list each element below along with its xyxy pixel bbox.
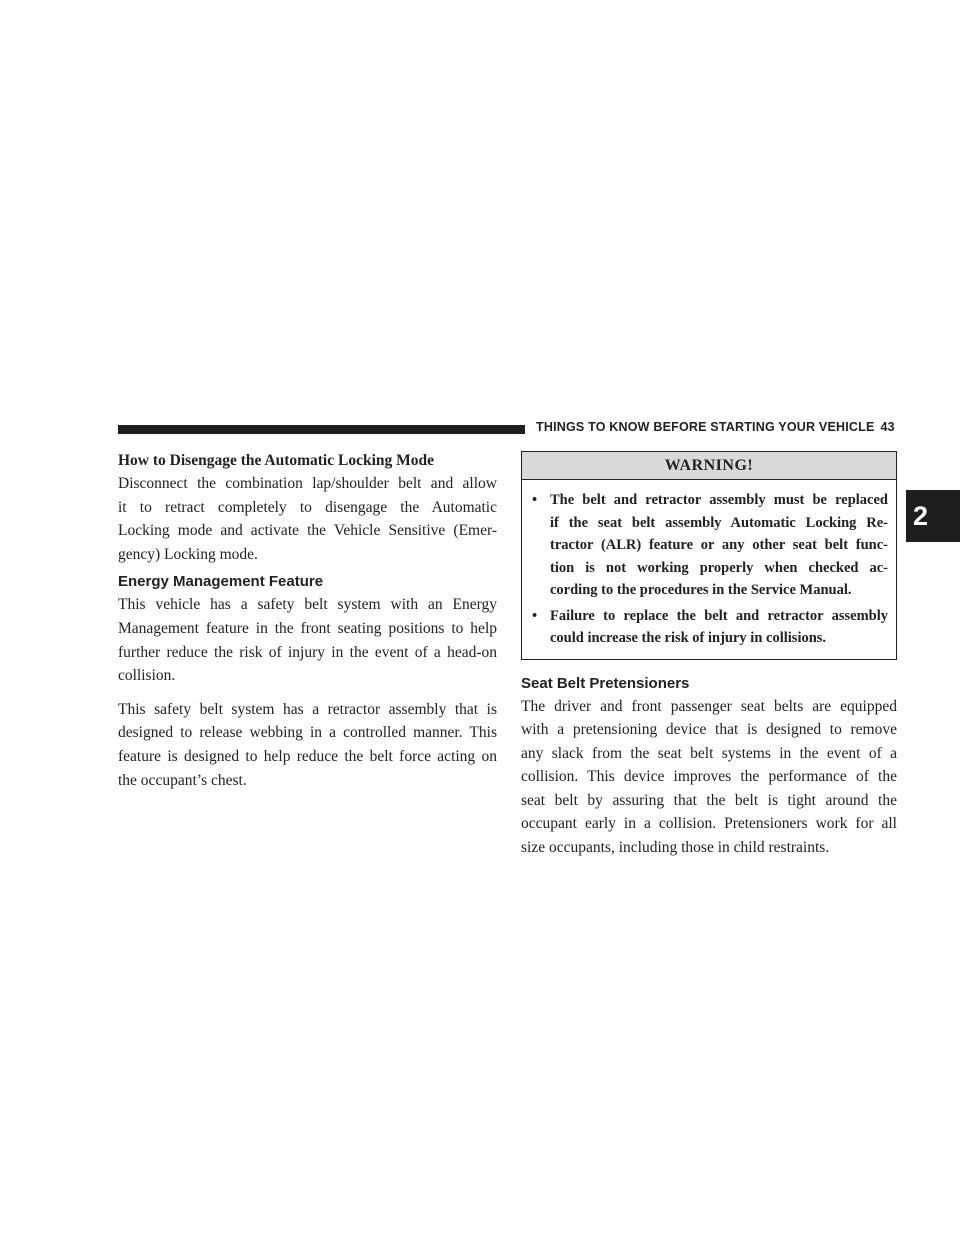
text-line: cording to the procedures in the Service Manual. [550, 582, 852, 598]
text-line: the occupant’s chest. [118, 771, 247, 789]
text-line: Failure to replace the belt and retractor assembly [550, 607, 888, 624]
section-title: THINGS TO KNOW BEFORE STARTING YOUR VEHICLE [536, 420, 875, 434]
text-line: feature is designed to help reduce the belt force acting on [118, 747, 497, 765]
text-line: This vehicle has a safety belt system with an Energy [118, 596, 497, 614]
text-line: collision. [118, 667, 176, 685]
warning-box [521, 451, 897, 660]
text-line: it to retract completely to disengage the Automatic [118, 498, 497, 516]
text-line: could increase the risk of injury in collisions. [550, 630, 827, 646]
text-line: The belt and retractor assembly must be replaced [550, 492, 888, 508]
paragraph-disengage [118, 472, 497, 566]
chapter-tab[interactable]: 2 [906, 490, 960, 542]
paragraph-retractor [118, 698, 497, 792]
text-line: designed to release webbing in a controlled manner. This [118, 724, 497, 742]
paragraph-pretensioners [521, 695, 897, 860]
text-line: size occupants, including those in child restraints. [521, 839, 830, 857]
text-line: gency) Locking mode. [118, 545, 258, 563]
warning-item [532, 489, 888, 602]
left-column [118, 451, 497, 792]
heading-disengage-alr: How to Disengage the Automatic Locking Mode [118, 452, 435, 469]
page-number: 43 [880, 420, 895, 434]
text-line: collision. This device improves the performance of the [521, 768, 897, 786]
text-line: Locking mode and activate the Vehicle Sensitive (Emer- [118, 522, 497, 540]
right-column [521, 451, 897, 860]
text-line: tractor (ALR) feature or any other seat belt func- [550, 537, 888, 553]
text-line: Disconnect the combination lap/shoulder belt and allow [118, 475, 497, 492]
text-line: tion is not working properly when checked ac- [550, 559, 888, 576]
text-line: any slack from the seat belt systems in the event of a [521, 744, 897, 762]
running-head [536, 420, 896, 434]
text-line: with a pretensioning device that is designed to remove [521, 721, 897, 739]
text-line: The driver and front passenger seat belts are equipped [521, 697, 897, 715]
text-line: further reduce the risk of injury in the event of a head-on [118, 643, 497, 661]
heading-energy-management: Energy Management Feature [118, 573, 324, 591]
warning-title: WARNING! [522, 452, 896, 480]
warning-list [522, 480, 896, 659]
text-line: This safety belt system has a retractor assembly that is [118, 700, 497, 718]
header-rule [118, 425, 525, 434]
warning-item [532, 605, 888, 650]
paragraph-energy-management [118, 593, 497, 687]
bullet-icon: • [532, 607, 538, 624]
text-line: seat belt by assuring that the belt is tight around the [521, 791, 897, 809]
bullet-icon: • [532, 492, 538, 508]
text-line: occupant early in a collision. Pretensioners work for all [521, 815, 897, 833]
text-line: if the seat belt assembly Automatic Locking Re- [550, 514, 888, 531]
heading-pretensioners: Seat Belt Pretensioners [521, 674, 690, 692]
text-line: Management feature in the front seating positions to help [118, 619, 497, 637]
